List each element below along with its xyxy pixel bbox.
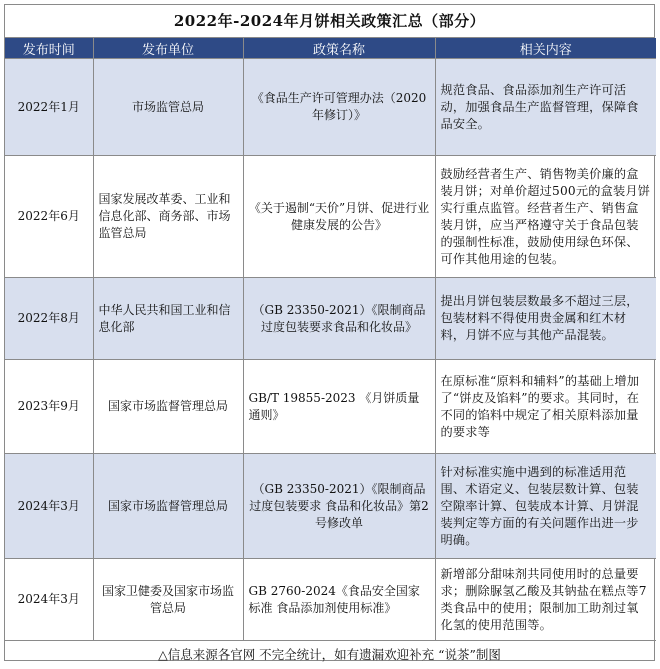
cell-agency: 中华人民共和国工业和信息化部 — [93, 278, 243, 360]
cell-content: 鼓励经营者生产、销售物美价廉的盒装月饼；对单价超过500元的盒装月饼实行重点监管。经营者生产、销售盒装月饼，应当严格遵守关于食品包装的强制性标准，鼓励使用绿色环保、可作其他用途的包装。 — [435, 156, 656, 278]
cell-policy: （GB 23350-2021）《限制商品过度包装要求食品和化妆品》 — [243, 278, 435, 360]
table-row — [5, 59, 656, 156]
table-row — [5, 278, 656, 360]
table-row — [5, 454, 656, 559]
cell-policy: GB 2760-2024《食品安全国家标准 食品添加剂使用标准》 — [243, 559, 435, 641]
cell-date: 2024年3月 — [5, 559, 93, 641]
cell-agency: 国家市场监督管理总局 — [93, 454, 243, 559]
cell-date: 2022年1月 — [5, 59, 93, 156]
table-row — [5, 156, 656, 278]
cell-date: 2023年9月 — [5, 360, 93, 454]
cell-date: 2022年8月 — [5, 278, 93, 360]
cell-agency: 国家卫健委及国家市场监管总局 — [93, 559, 243, 641]
source-footnote: △信息来源各官网 不完全统计，如有遗漏欢迎补充 “说茶”制图 — [158, 647, 501, 662]
header-content: 相关内容 — [435, 38, 656, 59]
cell-date: 2022年6月 — [5, 156, 93, 278]
header-policy: 政策名称 — [243, 38, 435, 59]
cell-agency: 国家发展改革委、工业和信息化部、商务部、市场监管总局 — [93, 156, 243, 278]
table-title: 2022年-2024年月饼相关政策汇总（部分） — [5, 5, 654, 38]
cell-agency: 市场监管总局 — [93, 59, 243, 156]
table-row — [5, 360, 656, 454]
cell-content: 规范食品、食品添加剂生产许可活动，加强食品生产监督管理，保障食品安全。 — [435, 59, 656, 156]
cell-content: 新增部分甜味剂共同使用时的总量要求；删除脲氢乙酸及其钠盐在糕点等7类食品中的使用；限制加工助剂过氧化氢的使用范围等。 — [435, 559, 656, 641]
cell-date: 2024年3月 — [5, 454, 93, 559]
cell-content: 在原标准“原料和辅料”的基础上增加了“饼皮及馅料”的要求。其同时，在不同的馅料中规定了相关原料添加量的要求等 — [435, 360, 656, 454]
header-row — [5, 38, 656, 59]
cell-content: 针对标准实施中遇到的标准适用范围、术语定义、包装层数计算、包装空隙率计算、包装成本计算、月饼混装判定等方面的有关问题作出进一步明确。 — [435, 454, 656, 559]
cell-policy: （GB 23350-2021）《限制商品过度包装要求 食品和化妆品》第2号修改单 — [243, 454, 435, 559]
policy-summary-table-frame — [4, 4, 655, 661]
policy-table — [5, 38, 656, 641]
cell-agency: 国家市场监督管理总局 — [93, 360, 243, 454]
header-date: 发布时间 — [5, 38, 93, 59]
cell-policy: 《关于遏制“天价”月饼、促进行业健康发展的公告》 — [243, 156, 435, 278]
cell-policy: 《食品生产许可管理办法（2020年修订）》 — [243, 59, 435, 156]
header-agency: 发布单位 — [93, 38, 243, 59]
cell-policy: GB/T 19855-2023 《月饼质量通则》 — [243, 360, 435, 454]
cell-content: 提出月饼包装层数最多不超过三层，包装材料不得使用贵金属和红木材料，月饼不应与其他产品混装。 — [435, 278, 656, 360]
table-row — [5, 559, 656, 641]
